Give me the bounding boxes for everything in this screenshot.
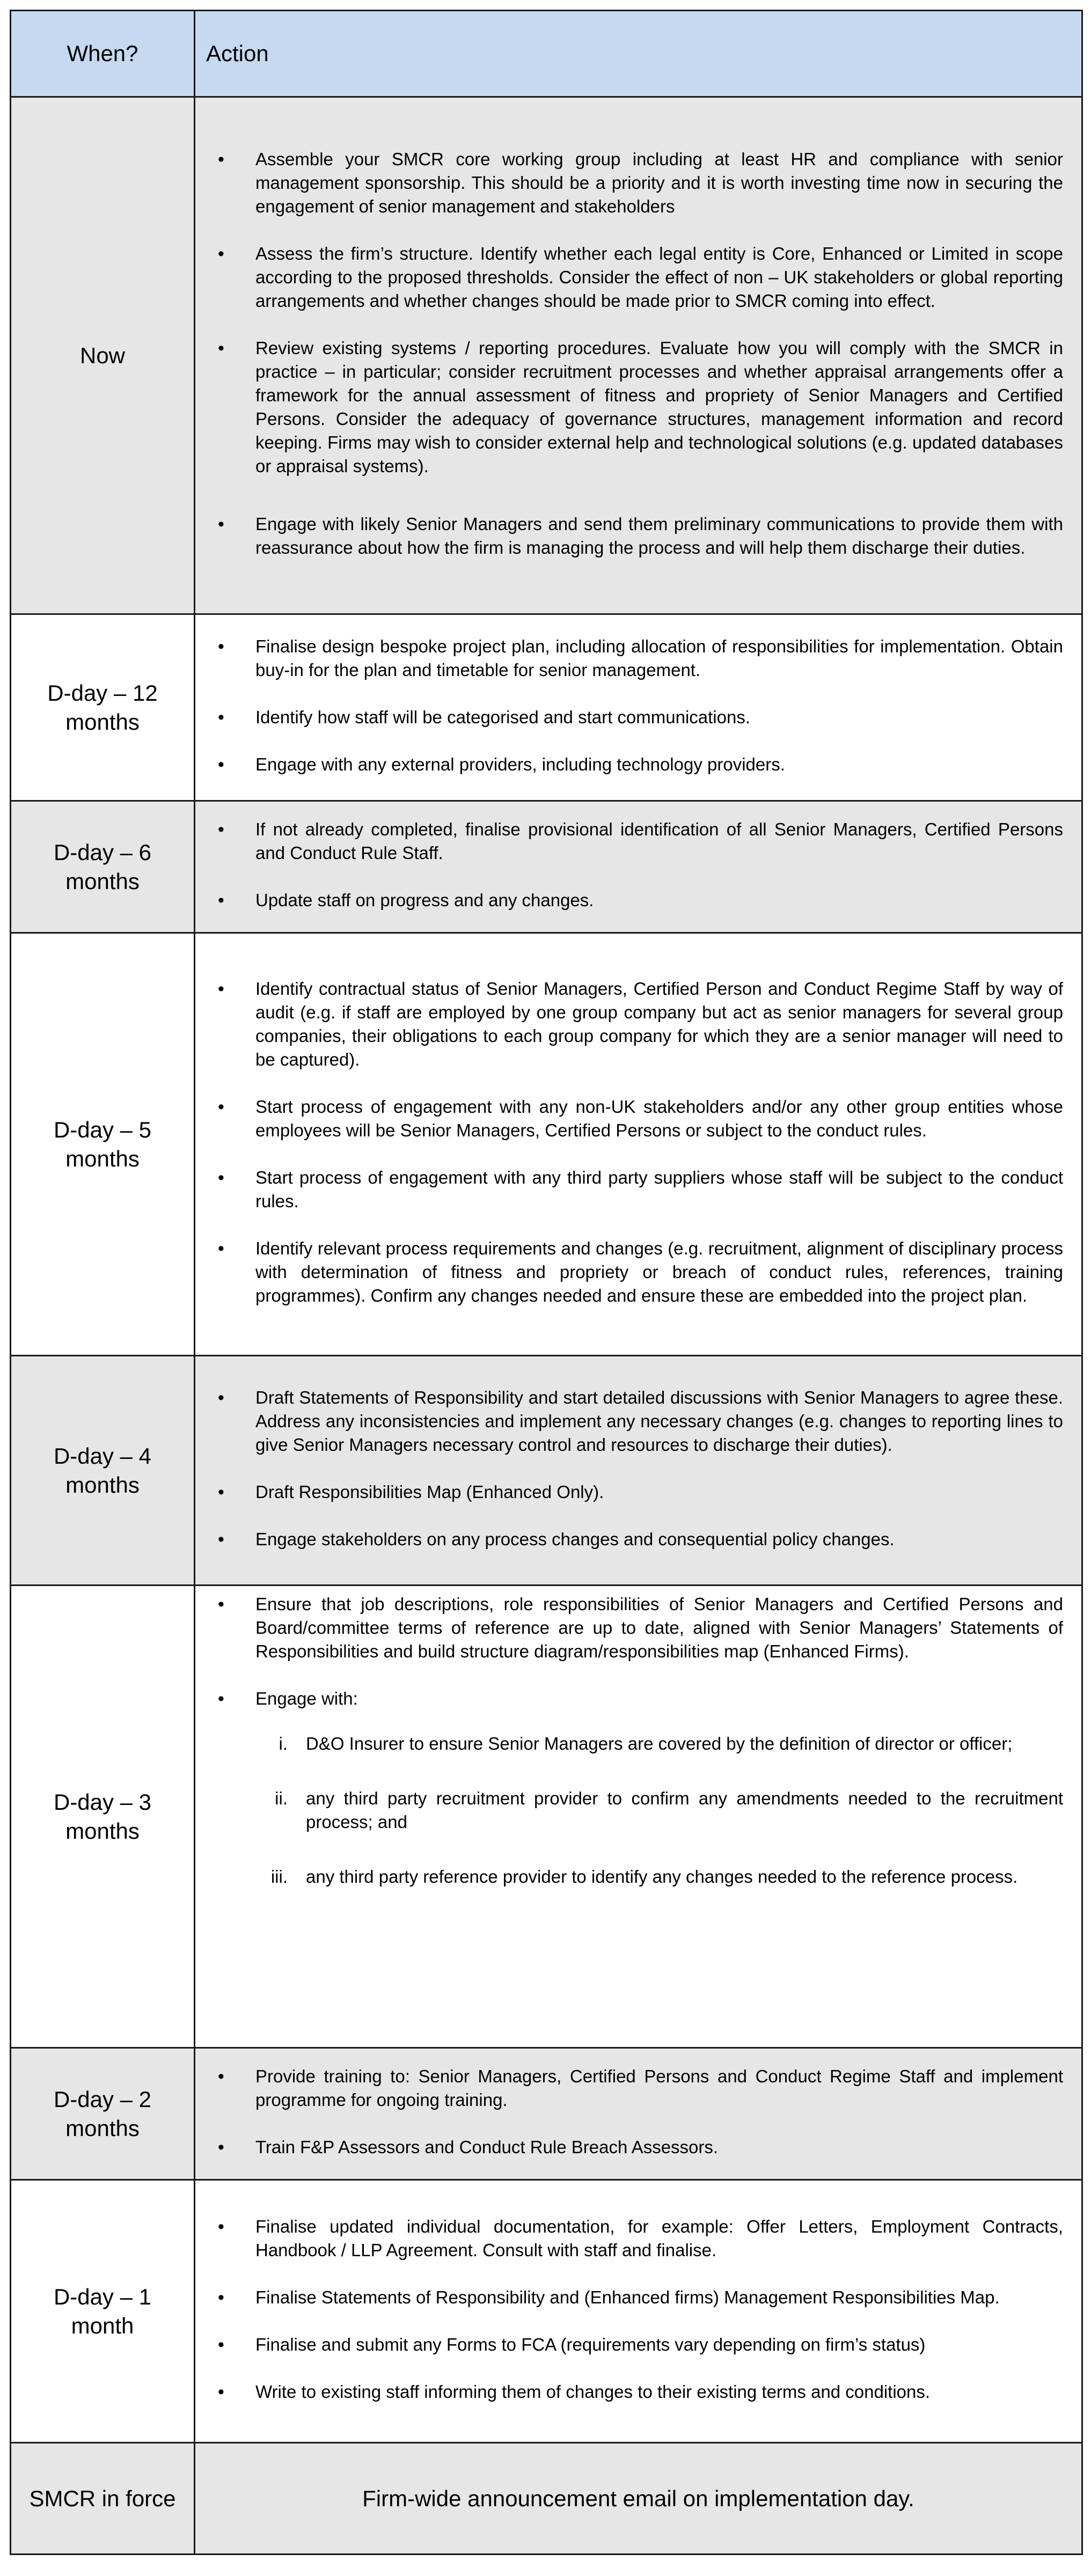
sub-item-text: D&O Insurer to ensure Senior Managers are covered by the definition of director or officer; (306, 1734, 1013, 1753)
action-item: • Finalise and submit any Forms to FCA (requirements vary depending on firm’s status) (205, 2333, 1063, 2357)
action-item: • Draft Responsibilities Map (Enhanced Only). (205, 1480, 1063, 1504)
action-cell (195, 1356, 1082, 1586)
action-list (205, 635, 1063, 776)
action-item: • Identify contractual status of Senior Managers, Certified Person and Conduct Regime Staff by way of audit (e.g. if staff are employed by one group company but act as senior managers for several group companies, their obligations to each group company for which they are a senior manager will need to be captured). (205, 977, 1063, 1072)
smcr-timeline-table (10, 10, 1083, 2555)
action-item: • Engage with likely Senior Managers and send them preliminary communications to provide them with reassurance about how the firm is managing the process and will help them discharge their duties. (205, 512, 1063, 560)
action-item: • Train F&P Assessors and Conduct Rule Breach Assessors. (205, 2135, 1063, 2159)
when-cell: D-day – 1 month (11, 2180, 195, 2443)
table-row (11, 2443, 1082, 2555)
action-item: • Assemble your SMCR core working group including at least HR and compliance with senior management sponsorship. This should be a priority and it is worth investing time now in securing the engagement of senior management and stakeholders (205, 148, 1063, 218)
sub-item-number: iii. (270, 1867, 288, 1887)
when-cell: D-day – 3 months (11, 1586, 195, 2048)
sub-item-number: i. (279, 1734, 288, 1753)
action-cell (195, 97, 1082, 614)
action-item: • Finalise Statements of Responsibility and (Enhanced firms) Management Responsibilities Map. (205, 2286, 1063, 2309)
sub-item-text: any third party recruitment provider to confirm any amendments needed to the recruitment process; and (306, 1788, 1063, 1832)
when-cell: D-day – 6 months (11, 801, 195, 933)
action-item: • Review existing systems / reporting procedures. Evaluate how you will comply with the SMCR in practice – in particular; consider recruitment processes and whether appraisal arrangements offer a framework for the annual assessment of fitness and propriety of Senior Managers and Certified Persons. Consider the adequacy of governance structures, management information and record keeping. Firms may wish to consider external help and technological solutions (e.g. updated databases or appraisal systems). (205, 336, 1063, 478)
action-item: • Start process of engagement with any non-UK stakeholders and/or any other group entities whose employees will be Senior Managers, Certified Persons or subject to the conduct rules. (205, 1095, 1063, 1142)
action-item: • Finalise updated individual documentation, for example: Offer Letters, Employment Contracts, Handbook / LLP Agreement. Consult with staff and finalise. (205, 2215, 1063, 2262)
action-cell (195, 801, 1082, 933)
action-list (205, 818, 1063, 912)
action-item: • Identify how staff will be categorised and start communications. (205, 706, 1063, 729)
final-action-cell: Firm-wide announcement email on implementation day. (195, 2443, 1082, 2555)
when-cell: D-day – 2 months (11, 2048, 195, 2180)
table-row (11, 1586, 1082, 2048)
when-cell: Now (11, 97, 195, 614)
action-list (205, 1592, 1063, 1889)
table-row (11, 97, 1082, 614)
action-cell (195, 933, 1082, 1356)
when-cell: D-day – 12 months (11, 614, 195, 801)
action-item: • Engage stakeholders on any process changes and consequential policy changes. (205, 1528, 1063, 1551)
action-list (205, 1386, 1063, 1551)
table-row (11, 801, 1082, 933)
action-item: • Draft Statements of Responsibility and start detailed discussions with Senior Managers to agree these. Address any inconsistencies and implement any necessary changes (e.g. changes to reporting lines to give Senior Managers necessary control and resources to discharge their duties). (205, 1386, 1063, 1457)
when-cell: D-day – 5 months (11, 933, 195, 1356)
sub-item (255, 1787, 1063, 1834)
action-cell (195, 2180, 1082, 2443)
when-cell: SMCR in force (11, 2443, 195, 2555)
action-item: • Identify relevant process requirements and changes (e.g. recruitment, alignment of disciplinary process with determination of fitness and propriety or breach of conduct rules, references, training programmes). Confirm any changes needed and ensure these are embedded into the project plan. (205, 1237, 1063, 1308)
header-row (11, 11, 1082, 97)
header-when: When? (11, 11, 195, 97)
sub-item (255, 1865, 1063, 1889)
action-item: • Provide training to: Senior Managers, Certified Persons and Conduct Regime Staff and implement programme for ongoing training. (205, 2065, 1063, 2112)
when-cell: D-day – 4 months (11, 1356, 195, 1586)
action-item: • Ensure that job descriptions, role responsibilities of Senior Managers and Certified Persons and Board/committee terms of reference are up to date, aligned with Senior Managers’ Statements of Responsibilities and build structure diagram/responsibilities map (Enhanced Firms). (205, 1592, 1063, 1663)
action-item (205, 1687, 1063, 1889)
action-item: • Update staff on progress and any changes. (205, 889, 1063, 912)
action-list (205, 2065, 1063, 2159)
action-item: • If not already completed, finalise provisional identification of all Senior Managers, Certified Persons and Conduct Rule Staff. (205, 818, 1063, 865)
action-item: • Engage with any external providers, including technology providers. (205, 753, 1063, 776)
table-row (11, 2180, 1082, 2443)
table-row (11, 2048, 1082, 2180)
action-list (205, 977, 1063, 1308)
action-item: • Start process of engagement with any third party suppliers whose staff will be subject to the conduct rules. (205, 1166, 1063, 1213)
header-action: Action (195, 11, 1082, 97)
action-list (205, 2215, 1063, 2404)
table-row (11, 933, 1082, 1356)
action-cell (195, 614, 1082, 801)
sub-item-number: ii. (275, 1788, 288, 1808)
table-row (11, 614, 1082, 801)
sub-item-text: any third party reference provider to identify any changes needed to the reference process. (306, 1867, 1018, 1887)
action-item-text: Engage with: (255, 1689, 358, 1708)
action-item: • Write to existing staff informing them of changes to their existing terms and conditions. (205, 2380, 1063, 2404)
sub-item (255, 1732, 1063, 1756)
table-row (11, 1356, 1082, 1586)
action-cell (195, 2048, 1082, 2180)
action-cell (195, 1586, 1082, 2048)
sub-list (255, 1732, 1063, 1889)
action-item: • Assess the firm’s structure. Identify whether each legal entity is Core, Enhanced or Limited in scope according to the proposed thresholds. Consider the effect of non – UK stakeholders or global reporting arrangements and whether changes should be made prior to SMCR coming into effect. (205, 242, 1063, 313)
action-list (205, 148, 1063, 560)
action-item: • Finalise design bespoke project plan, including allocation of responsibilities for implementation. Obtain buy-in for the plan and timetable for senior management. (205, 635, 1063, 682)
